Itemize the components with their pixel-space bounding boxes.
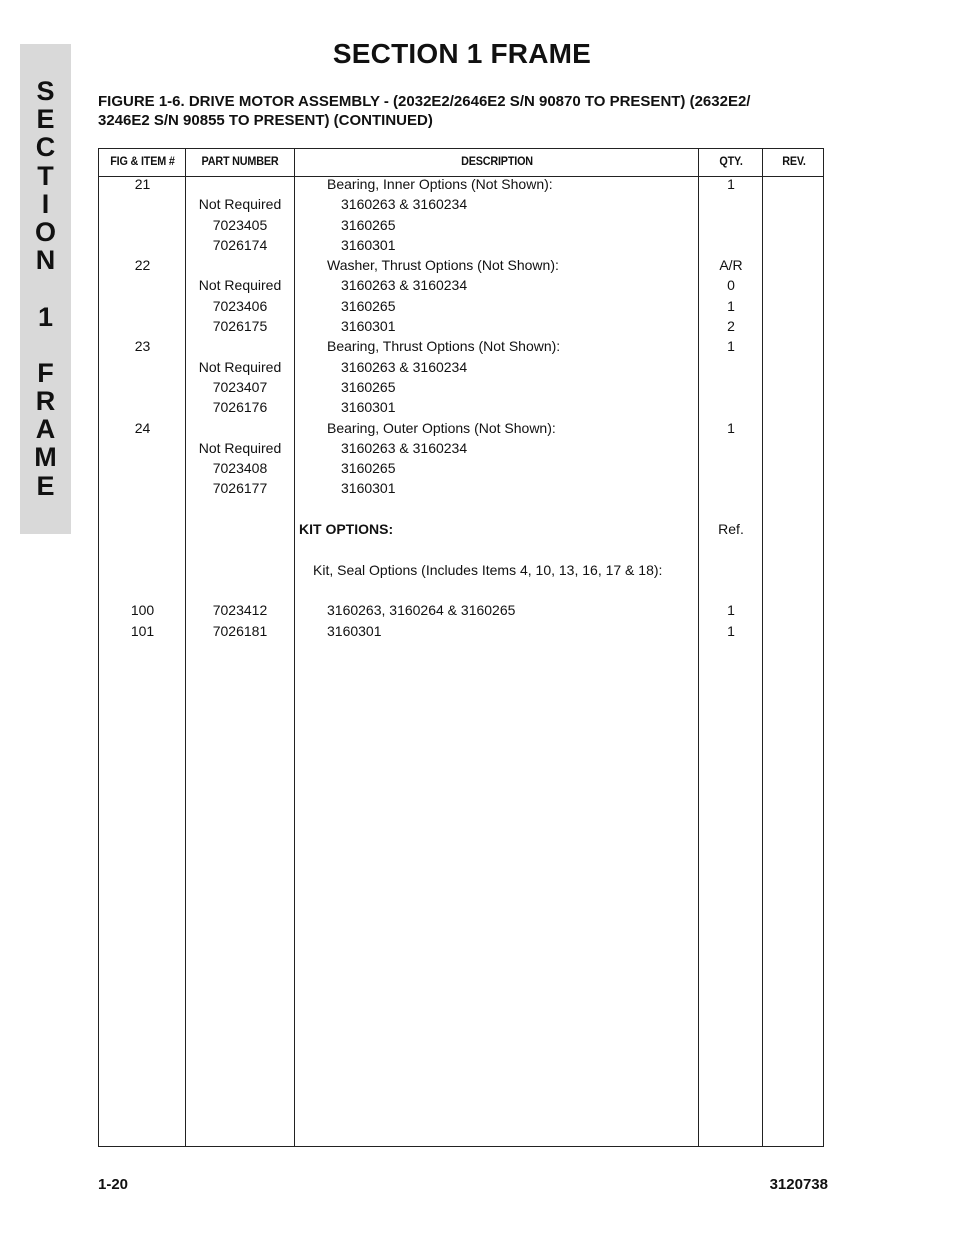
table-row bbox=[99, 357, 823, 377]
table-row bbox=[99, 194, 823, 214]
table-row bbox=[99, 215, 823, 235]
side-tab-letters bbox=[20, 77, 71, 500]
cell-description: 3160263 & 3160234 bbox=[341, 277, 468, 294]
section-side-tab bbox=[20, 44, 71, 534]
cell-description: 3160263 & 3160234 bbox=[341, 196, 468, 213]
header-qty: QTY. bbox=[719, 154, 743, 168]
cell-part-number: Not Required bbox=[198, 439, 282, 456]
cell-qty: 1 bbox=[727, 602, 735, 619]
cell-part-number: 7023412 bbox=[212, 602, 268, 619]
cell-part-number: 7026177 bbox=[212, 480, 268, 497]
cell-qty: 1 bbox=[727, 419, 735, 436]
cell-description: KIT OPTIONS: bbox=[299, 521, 394, 538]
cell-qty: 1 bbox=[727, 622, 735, 639]
page-number: 1-20 bbox=[98, 1176, 129, 1193]
cell-part-number: 7026175 bbox=[212, 318, 268, 335]
figure-title-line-2: 3246E2 S/N 90855 TO PRESENT) (CONTINUED) bbox=[98, 112, 433, 129]
cell-part-number: Not Required bbox=[198, 277, 282, 294]
cell-part-number: 7023405 bbox=[212, 216, 268, 233]
cell-fig-item: 22 bbox=[134, 257, 151, 274]
cell-part-number: 7023408 bbox=[212, 460, 268, 477]
side-tab-letter: A bbox=[35, 414, 56, 445]
table-row bbox=[99, 296, 823, 316]
table-row bbox=[99, 478, 823, 498]
cell-description: 3160301 bbox=[341, 236, 396, 253]
cell-description: Kit, Seal Options (Includes Items 4, 10, 13, 16, 17 & 18): bbox=[313, 561, 663, 578]
cell-fig-item: 23 bbox=[134, 338, 151, 355]
cell-qty: 2 bbox=[727, 318, 735, 335]
table-row bbox=[99, 600, 823, 620]
figure-title-line-1: FIGURE 1-6. DRIVE MOTOR ASSEMBLY - (2032E2/2646E2 S/N 90870 TO PRESENT) (2632E2/ bbox=[98, 93, 751, 110]
side-tab-letter: O bbox=[34, 216, 56, 247]
cell-fig-item: 24 bbox=[134, 419, 151, 436]
cell-part-number: 7023406 bbox=[212, 297, 268, 314]
table-row bbox=[99, 235, 823, 255]
side-tab-letter: M bbox=[34, 442, 57, 473]
side-tab-letter: F bbox=[37, 357, 54, 388]
cell-description: 3160265 bbox=[341, 460, 396, 477]
table-row bbox=[99, 580, 823, 600]
table-row bbox=[99, 397, 823, 417]
table-row bbox=[99, 438, 823, 458]
side-tab-letter: S bbox=[36, 76, 55, 106]
cell-description: Washer, Thrust Options (Not Shown): bbox=[327, 257, 559, 274]
cell-description: 3160301 bbox=[341, 399, 396, 416]
cell-part-number: Not Required bbox=[198, 358, 282, 375]
parts-table bbox=[98, 148, 824, 1147]
cell-description: 3160265 bbox=[341, 378, 396, 395]
cell-part-number: Not Required bbox=[198, 196, 282, 213]
cell-qty: 1 bbox=[727, 338, 735, 355]
table-row bbox=[99, 560, 823, 580]
header-description: DESCRIPTION bbox=[461, 154, 533, 168]
cell-description: 3160301 bbox=[341, 318, 396, 335]
side-tab-letter: E bbox=[36, 104, 55, 135]
table-row bbox=[99, 458, 823, 478]
cell-part-number: 7026174 bbox=[212, 236, 268, 253]
cell-qty: Ref. bbox=[718, 521, 744, 538]
side-tab-letter: N bbox=[35, 245, 56, 276]
side-tab-letter: I bbox=[41, 188, 50, 219]
cell-part-number: 7026181 bbox=[212, 622, 268, 639]
table-row bbox=[99, 255, 823, 275]
cell-description: 3160263, 3160264 & 3160265 bbox=[327, 602, 516, 619]
table-row bbox=[99, 418, 823, 438]
cell-part-number: 7026176 bbox=[212, 399, 268, 416]
cell-description: 3160265 bbox=[341, 297, 396, 314]
side-tab-letter: E bbox=[36, 470, 55, 501]
section-title: SECTION 1 FRAME bbox=[332, 38, 592, 69]
cell-description: 3160263 & 3160234 bbox=[341, 358, 468, 375]
table-row bbox=[99, 539, 823, 559]
cell-qty: 1 bbox=[727, 297, 735, 314]
cell-fig-item: 100 bbox=[130, 602, 155, 619]
header-fig-item: FIG & ITEM # bbox=[110, 154, 175, 168]
cell-qty: 1 bbox=[727, 176, 735, 192]
cell-fig-item: 21 bbox=[134, 176, 151, 192]
cell-description: 3160265 bbox=[341, 216, 396, 233]
cell-part-number: 7023407 bbox=[212, 378, 268, 395]
cell-fig-item: 101 bbox=[130, 622, 155, 639]
table-row bbox=[99, 275, 823, 295]
side-tab-letter: T bbox=[37, 160, 54, 191]
side-tab-letter bbox=[20, 274, 71, 302]
table-row bbox=[99, 377, 823, 397]
table-row bbox=[99, 499, 823, 519]
cell-description: Bearing, Outer Options (Not Shown): bbox=[327, 419, 556, 436]
header-rev: REV. bbox=[782, 154, 806, 168]
figure-title bbox=[98, 92, 818, 130]
table-row bbox=[99, 519, 823, 539]
table-row bbox=[99, 336, 823, 356]
cell-description: 3160263 & 3160234 bbox=[341, 439, 468, 456]
side-tab-letter bbox=[20, 331, 71, 359]
table-row bbox=[99, 174, 823, 194]
table-row bbox=[99, 316, 823, 336]
document-number: 3120738 bbox=[769, 1176, 828, 1193]
cell-description: 3160301 bbox=[327, 622, 382, 639]
cell-description: Bearing, Inner Options (Not Shown): bbox=[327, 176, 553, 192]
header-part-number: PART NUMBER bbox=[201, 154, 279, 168]
side-tab-letter: 1 bbox=[37, 301, 54, 332]
table-body bbox=[99, 174, 823, 641]
side-tab-letter: R bbox=[35, 386, 56, 417]
table-row bbox=[99, 621, 823, 641]
cell-qty: 0 bbox=[727, 277, 735, 294]
cell-qty: A/R bbox=[719, 257, 743, 274]
side-tab-letter: C bbox=[35, 132, 56, 163]
cell-description: Bearing, Thrust Options (Not Shown): bbox=[327, 338, 561, 355]
cell-description: 3160301 bbox=[341, 480, 396, 497]
